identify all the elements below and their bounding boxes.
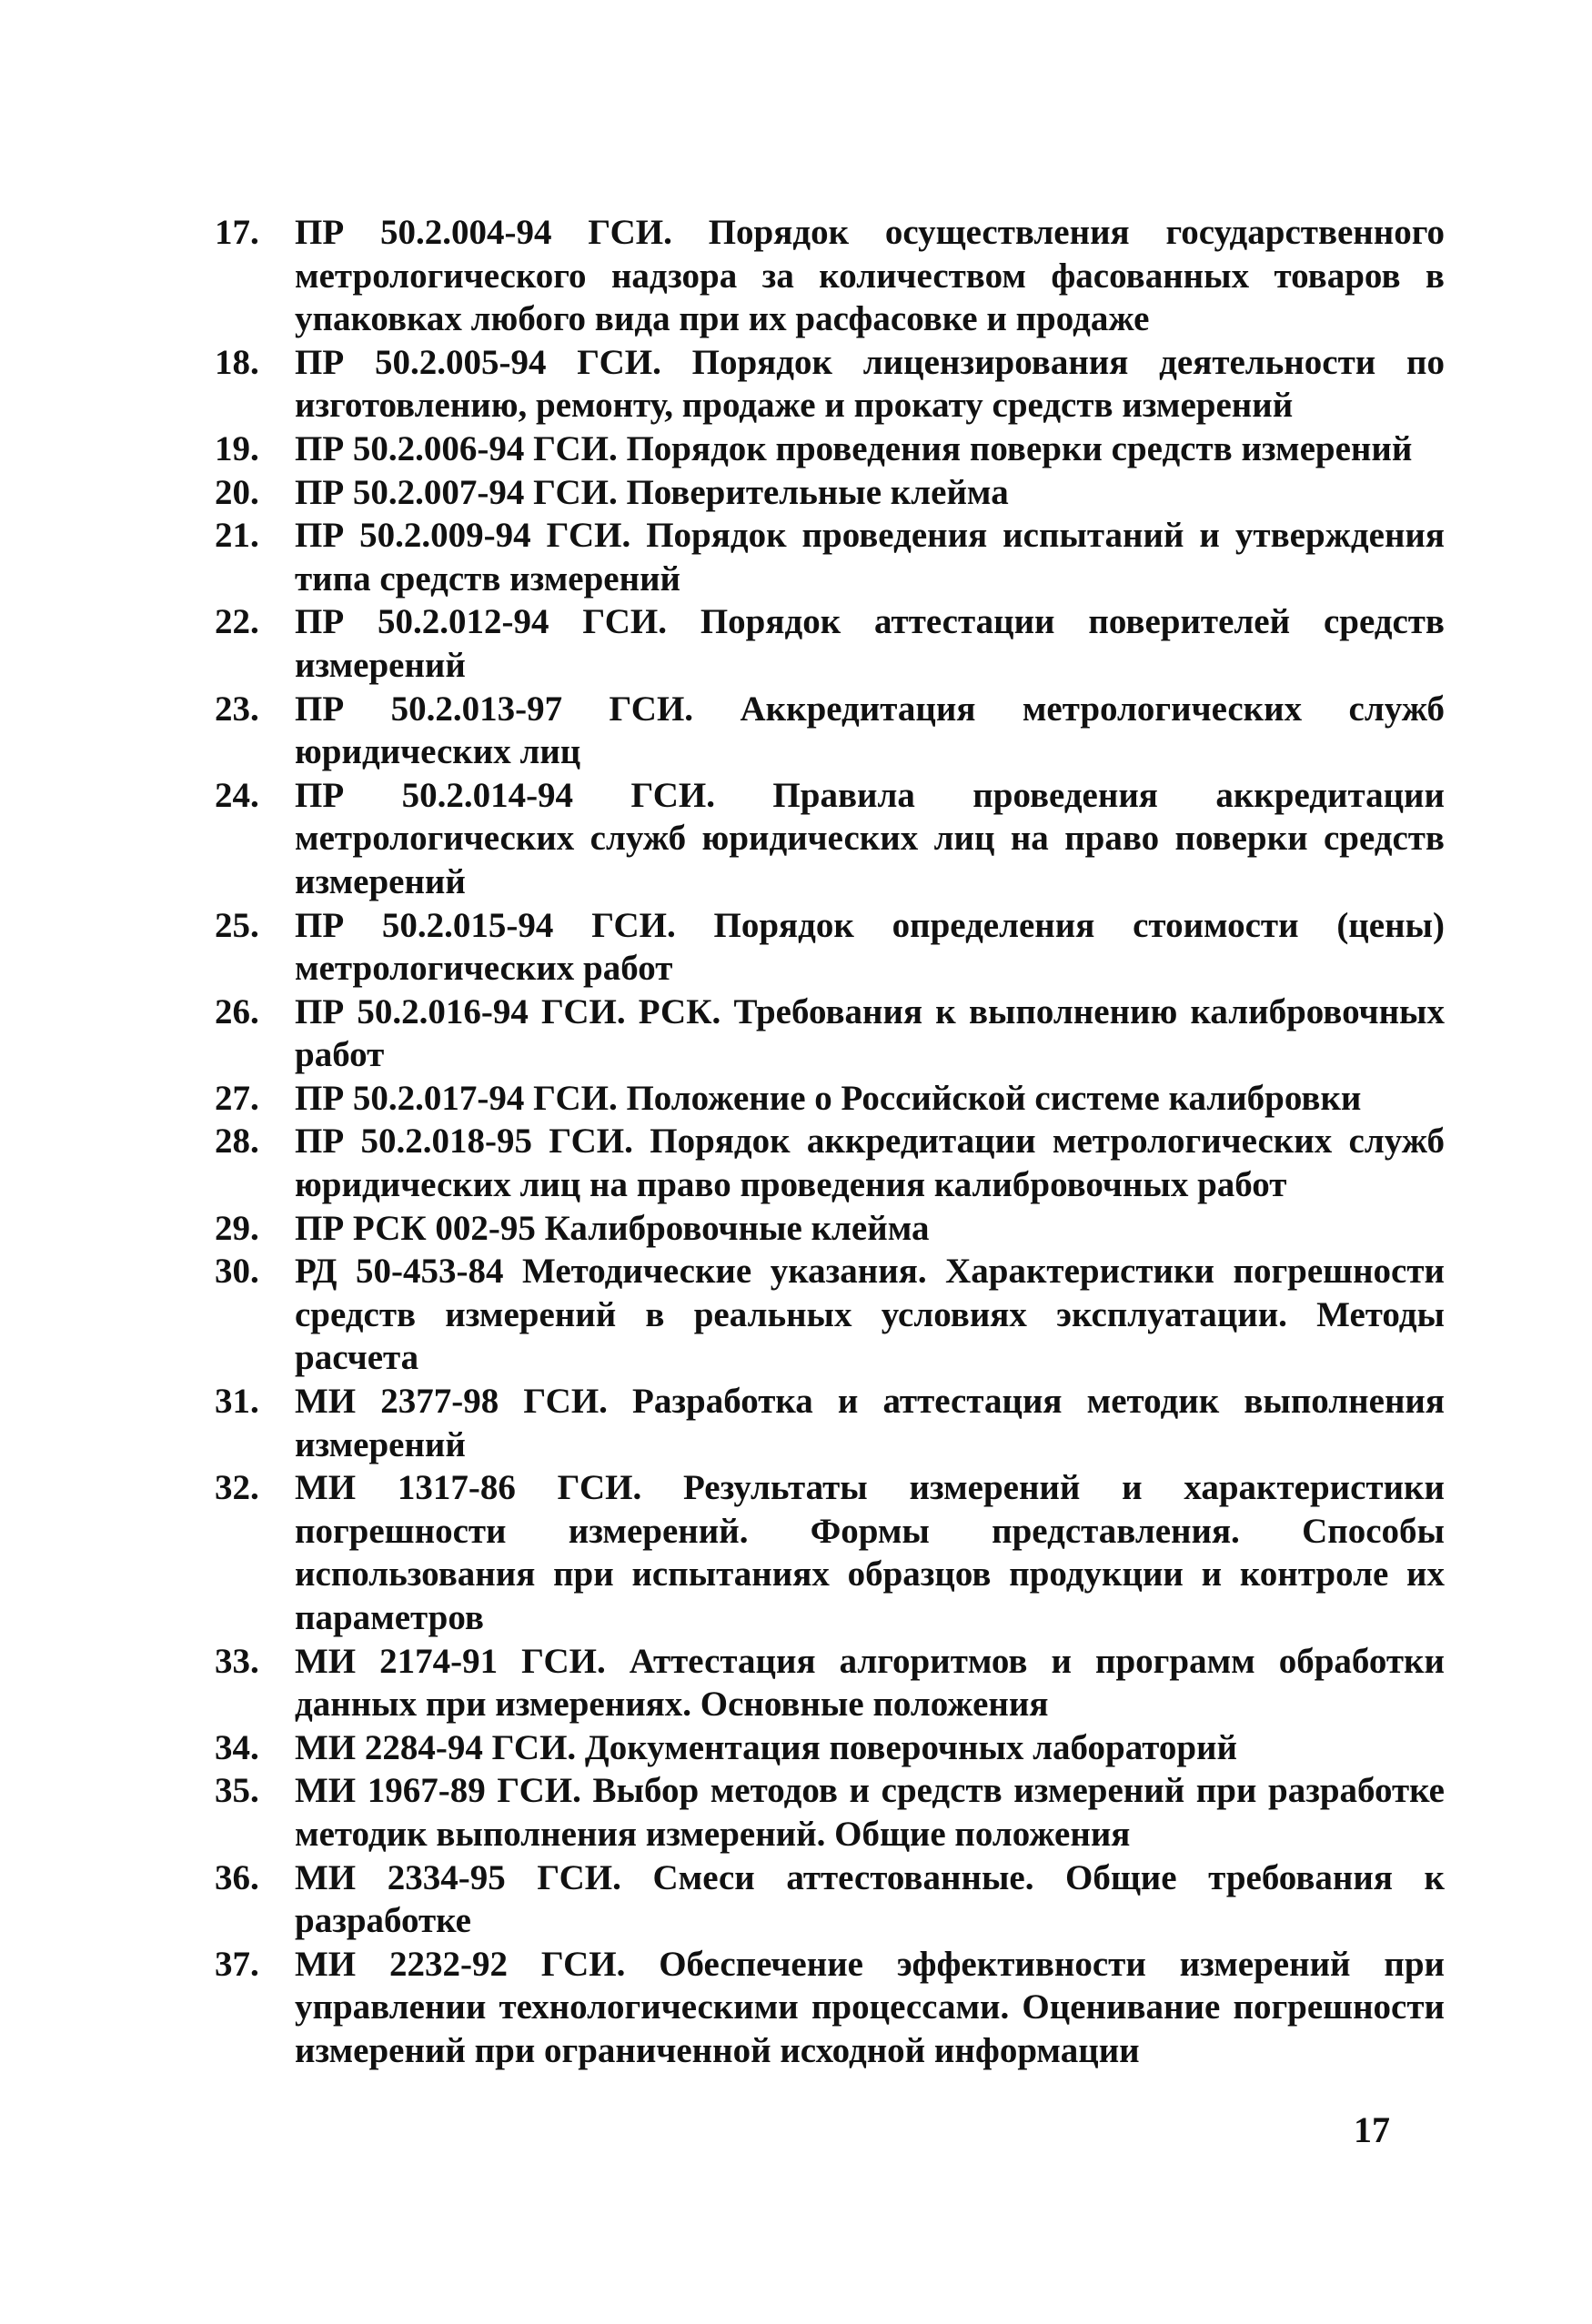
reference-text: ПР 50.2.013-97 ГСИ. Аккредитация метрологических служб юридических лиц bbox=[295, 689, 1445, 772]
reference-item-20 bbox=[215, 471, 1445, 515]
reference-item-18 bbox=[215, 341, 1445, 428]
reference-number: 34. bbox=[215, 1727, 259, 1767]
reference-text: ПР 50.2.006-94 ГСИ. Порядок проведения поверки средств измерений bbox=[295, 428, 1413, 468]
reference-text: ПР 50.2.016-94 ГСИ. РСК. Требования к выполнению калибровочных работ bbox=[295, 991, 1445, 1075]
reference-item-28 bbox=[215, 1120, 1445, 1206]
reference-text: ПР 50.2.015-94 ГСИ. Порядок определения стоимости (цены) метрологических работ bbox=[295, 905, 1445, 989]
reference-item-31 bbox=[215, 1380, 1445, 1466]
reference-number: 32. bbox=[215, 1468, 259, 1508]
reference-item-29 bbox=[215, 1207, 1445, 1251]
reference-number: 26. bbox=[215, 991, 259, 1031]
reference-text: ПР 50.2.005-94 ГСИ. Порядок лицензирования деятельности по изготовлению, ремонту, продаже и прокату средств измерений bbox=[295, 342, 1445, 426]
reference-item-32 bbox=[215, 1466, 1445, 1639]
reference-number: 35. bbox=[215, 1771, 259, 1811]
reference-item-30 bbox=[215, 1250, 1445, 1380]
reference-item-26 bbox=[215, 991, 1445, 1077]
reference-number: 37. bbox=[215, 1944, 259, 1984]
reference-text: МИ 1317-86 ГСИ. Результаты измерений и характеристики погрешности измерений. Формы представления. Способы использования при испытаниях образцов продукции и контроле их параметров bbox=[295, 1468, 1445, 1637]
reference-list bbox=[215, 211, 1445, 2073]
page-number: 17 bbox=[1354, 2109, 1390, 2150]
reference-text: МИ 2174-91 ГСИ. Аттестация алгоритмов и программ обработки данных при измерениях. Основные положения bbox=[295, 1641, 1445, 1725]
reference-text: ПР 50.2.014-94 ГСИ. Правила проведения аккредитации метрологических служб юридических лиц на право поверки средств измерений bbox=[295, 775, 1445, 901]
reference-number: 25. bbox=[215, 905, 259, 945]
reference-text: ПР 50.2.018-95 ГСИ. Порядок аккредитации метрологических служб юридических лиц на право проведения калибровочных работ bbox=[295, 1122, 1445, 1205]
reference-text: МИ 2284-94 ГСИ. Документация поверочных лабораторий bbox=[295, 1727, 1237, 1767]
reference-number: 18. bbox=[215, 342, 259, 382]
reference-number: 24. bbox=[215, 775, 259, 815]
reference-number: 23. bbox=[215, 689, 259, 729]
reference-number: 31. bbox=[215, 1382, 259, 1422]
reference-text: ПР 50.2.017-94 ГСИ. Положение о Российской системе калибровки bbox=[295, 1078, 1362, 1118]
reference-item-34 bbox=[215, 1726, 1445, 1770]
reference-number: 19. bbox=[215, 428, 259, 468]
reference-item-25 bbox=[215, 904, 1445, 991]
reference-number: 27. bbox=[215, 1078, 259, 1118]
reference-number: 20. bbox=[215, 472, 259, 512]
reference-number: 36. bbox=[215, 1857, 259, 1897]
reference-item-33 bbox=[215, 1640, 1445, 1726]
reference-text: ПР 50.2.007-94 ГСИ. Поверительные клейма bbox=[295, 472, 1009, 512]
reference-number: 17. bbox=[215, 213, 259, 252]
reference-item-36 bbox=[215, 1856, 1445, 1943]
reference-text: ПР РСК 002-95 Калибровочные клейма bbox=[295, 1208, 930, 1248]
reference-item-23 bbox=[215, 688, 1445, 774]
reference-text: ПР 50.2.009-94 ГСИ. Порядок проведения испытаний и утверждения типа средств измерений bbox=[295, 516, 1445, 599]
reference-number: 28. bbox=[215, 1122, 259, 1162]
reference-text: МИ 1967-89 ГСИ. Выбор методов и средств измерений при разработке методик выполнения измерений. Общие положения bbox=[295, 1771, 1445, 1854]
reference-item-24 bbox=[215, 774, 1445, 904]
reference-text: МИ 2334-95 ГСИ. Смеси аттестованные. Общие требования к разработке bbox=[295, 1857, 1445, 1941]
reference-item-37 bbox=[215, 1943, 1445, 2073]
reference-number: 30. bbox=[215, 1252, 259, 1292]
reference-item-21 bbox=[215, 514, 1445, 600]
reference-text: ПР 50.2.012-94 ГСИ. Порядок аттестации поверителей средств измерений bbox=[295, 602, 1445, 685]
reference-text: ПР 50.2.004-94 ГСИ. Порядок осуществления государственного метрологического надзора за количеством фасованных товаров в упаковках любого вида при их расфасовке и продаже bbox=[295, 213, 1445, 339]
reference-item-27 bbox=[215, 1077, 1445, 1121]
reference-text: МИ 2377-98 ГСИ. Разработка и аттестация методик выполнения измерений bbox=[295, 1382, 1445, 1464]
reference-text: МИ 2232-92 ГСИ. Обеспечение эффективности измерений при управлении технологическими процессами. Оценивание погрешности измерений при ограниченной исходной информации bbox=[295, 1944, 1445, 2070]
reference-item-17 bbox=[215, 211, 1445, 341]
reference-number: 22. bbox=[215, 602, 259, 642]
reference-item-22 bbox=[215, 600, 1445, 687]
reference-number: 21. bbox=[215, 516, 259, 556]
reference-number: 29. bbox=[215, 1208, 259, 1248]
reference-text: РД 50-453-84 Методические указания. Характеристики погрешности средств измерений в реальных условиях эксплуатации. Методы расчета bbox=[295, 1252, 1445, 1378]
reference-number: 33. bbox=[215, 1641, 259, 1681]
reference-item-35 bbox=[215, 1769, 1445, 1856]
reference-item-19 bbox=[215, 428, 1445, 471]
